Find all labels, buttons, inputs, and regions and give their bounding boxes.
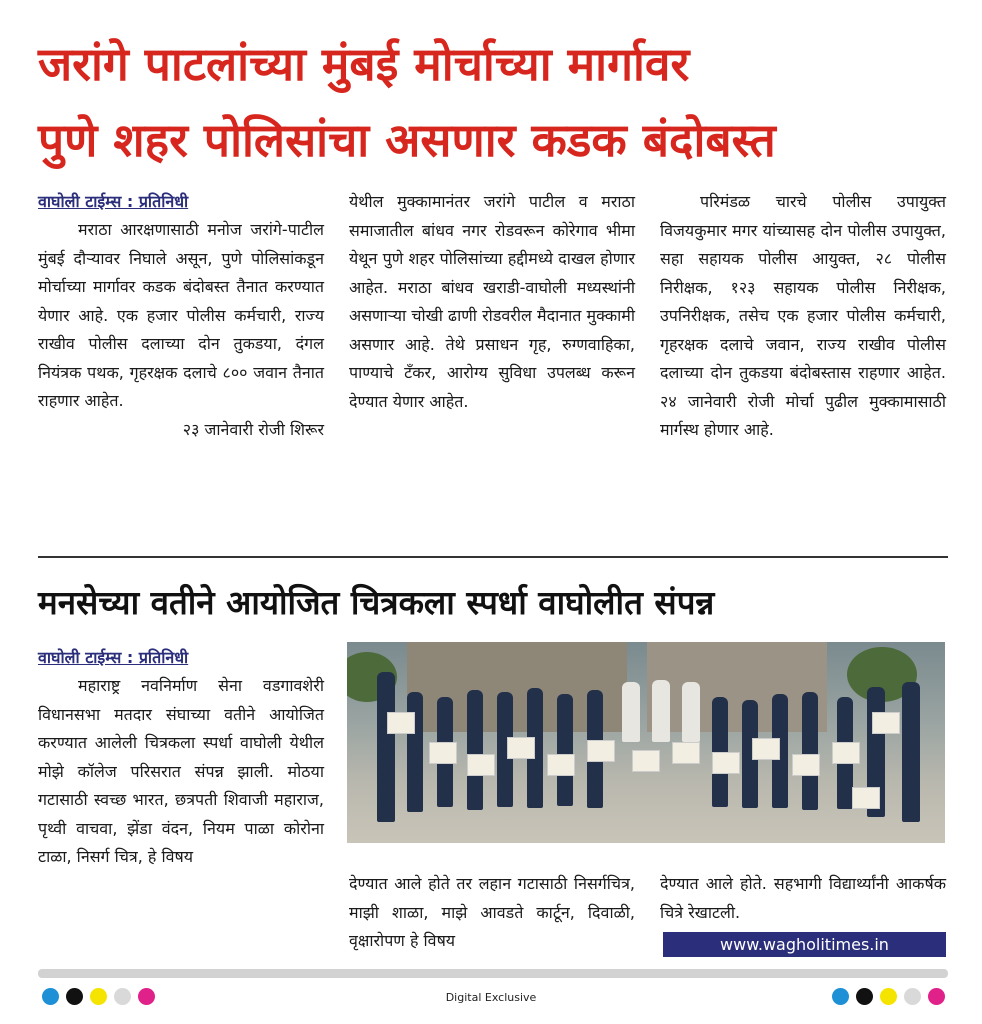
- event-photo: [347, 642, 945, 843]
- article1-byline: वाघोली टाईम्स : प्रतिनिधी: [38, 192, 189, 211]
- headline-line-2: पुणे शहर पोलिसांचा असणार कडक बंदोबस्त: [38, 113, 776, 167]
- yellow-dot: [880, 988, 897, 1005]
- article2-col3-paragraph: देण्यात आले होते. सहभागी विद्यार्थ्यांनी आकर्षक चित्रे रेखाटली.: [660, 874, 946, 922]
- article1-column-3: [660, 188, 946, 445]
- article2-col1-paragraph: महाराष्ट्र नवनिर्माण सेना वडगावशेरी विधानसभा मतदार संघाच्या वतीने आयोजित करण्यात आलेली चित्रकला स्पर्धा वाघोली येथील मोझे कॉलेज परिसरात संपन्न झाली. मोठया गटासाठी स्वच्छ भारत, छत्रपती शिवाजी महाराज, पृथ्वी वाचवा, झेंडा वंदन, नियम पाळा कोरोना टाळा, निसर्ग चित्र, हे विषय: [38, 676, 324, 866]
- article2-column-3: [660, 870, 946, 927]
- article1-column-2: [349, 188, 635, 416]
- article1-col1-continuation: २३ जानेवारी रोजी शिरूर: [182, 419, 324, 439]
- section-divider: [38, 556, 948, 558]
- cyan-dot: [832, 988, 849, 1005]
- article2-column-2: [349, 870, 635, 956]
- gray-dot: [904, 988, 921, 1005]
- article1-column-1: [38, 188, 324, 444]
- article2-col2-paragraph: देण्यात आले होते तर लहान गटासाठी निसर्गचित्र, माझी शाळा, माझे आवडते कार्टून, दिवाळी, वृक्षारोपण हे विषय: [349, 874, 635, 950]
- article2-column-1: [38, 644, 324, 872]
- magenta-dot: [928, 988, 945, 1005]
- headline-line-1: जरांगे पाटलांच्या मुंबई मोर्चाच्या मार्गावर: [38, 37, 690, 91]
- article1-col3-paragraph: परिमंडळ चारचे पोलीस उपायुक्त विजयकुमार मगर यांच्यासह दोन पोलीस उपायुक्त, सहा सहायक पोलीस आयुक्त, २८ पोलीस निरीक्षक, १२३ सहायक पोलीस निरीक्षक, उपनिरीक्षक, तसेच एक हजार पोलीस कर्मचारी, गृहरक्षक दलाचे जवान, राज्य राखीव पोलीस दलाच्या दोन तुकडया बंदोबस्तास राहणार आहेत. २४ जानेवारी रोजी मोर्चा पुढील मुक्कामासाठी मार्गस्थ होणार आहे.: [660, 192, 946, 439]
- article2-headline: मनसेच्या वतीने आयोजित चित्रकला स्पर्धा वाघोलीत संपन्न: [38, 583, 715, 622]
- article2-byline: वाघोली टाईम्स : प्रतिनिधी: [38, 648, 189, 667]
- article1-col1-paragraph: मराठा आरक्षणासाठी मनोज जरांगे-पाटील मुंबई दौऱ्यावर निघाले असून, पुणे पोलिसांकडून मोर्चाच्या मार्गावर कडक बंदोबस्त तैनात करण्यात येणार आहे. एक हजार पोलीस कर्मचारी, राज्य राखीव पोलीस दलाच्या दोन तुकडया, दंगल नियंत्रक पथक, गृहरक्षक दलाचे ८०० जवान तैनात राहणार आहेत.: [38, 220, 324, 410]
- black-dot: [856, 988, 873, 1005]
- registration-dots-right: [832, 988, 945, 1005]
- footer-label: Digital Exclusive: [445, 991, 537, 1004]
- article1-col2-paragraph: येथील मुक्कामानंतर जरांगे पाटील व मराठा समाजातील बांधव नगर रोडवरून कोरेगाव भीमा येथून पुणे शहर पोलिसांच्या हद्दीमध्ये दाखल होणार आहेत. मराठा बांधव खराडी-वाघोली मध्यस्थांनी असणाऱ्या चोखी ढाणी रोडवरील मैदानात मुक्कामी असणार आहे. तेथे प्रसाधन गृह, रुग्णवाहिका, पाण्याचे टँकर, आरोग्य सुविधा उपलब्ध करून देण्यात येणार आहेत.: [349, 192, 635, 411]
- footer-bar: [38, 969, 948, 978]
- website-banner[interactable]: www.wagholitimes.in: [663, 932, 946, 957]
